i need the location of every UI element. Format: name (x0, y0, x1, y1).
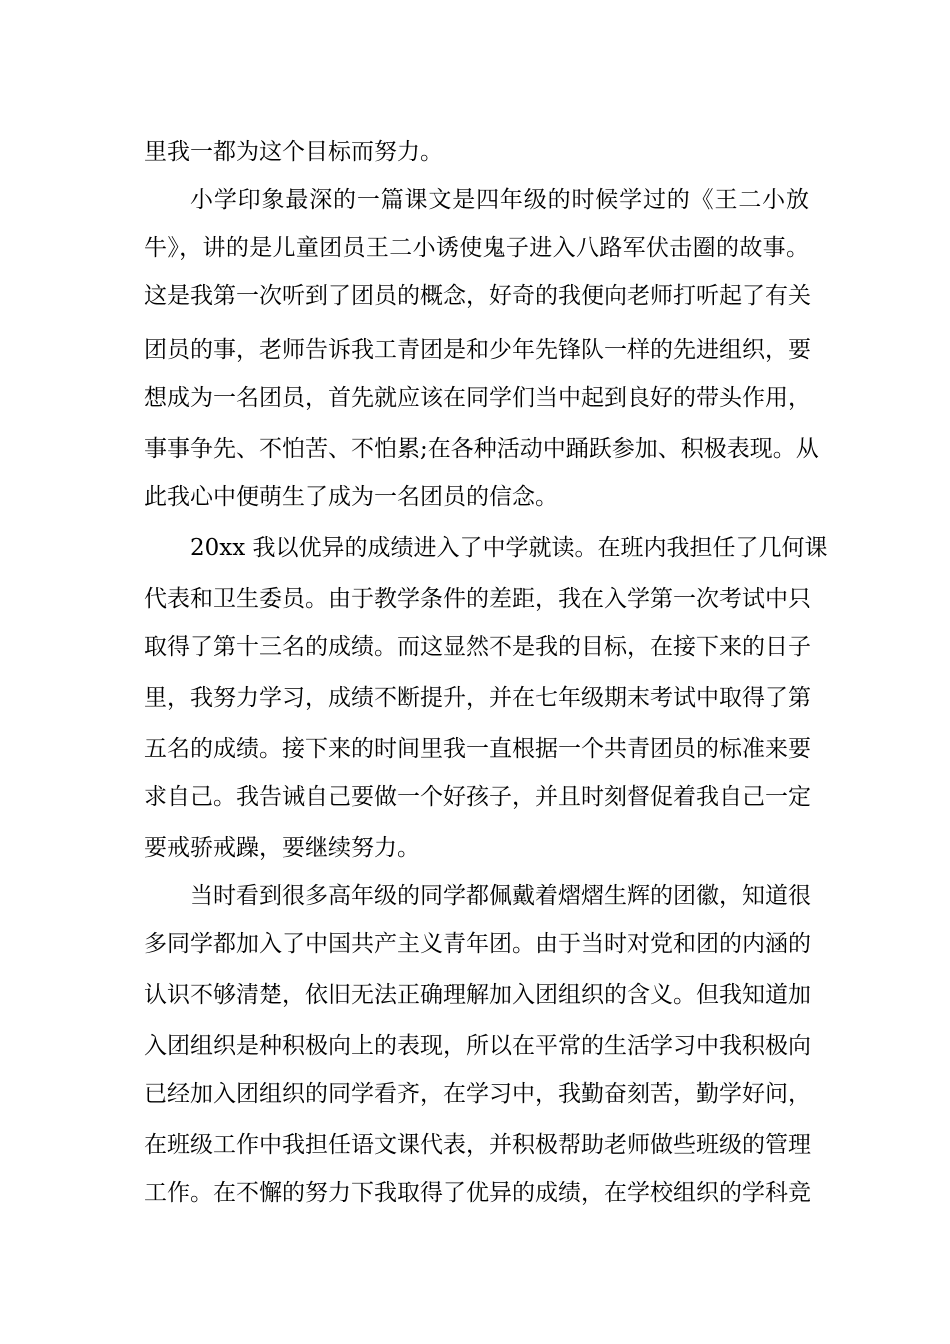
text-line: 小学印象最深的一篇课文是四年级的时候学过的《王二小放 (190, 187, 809, 213)
text-line: 已经加入团组织的同学看齐，在学习中，我勤奋刻苦，勤学好问， (144, 1081, 811, 1107)
text-line: 这是我第一次听到了团员的概念，好奇的我便向老师打听起了有关 (144, 283, 811, 309)
text-line: 此我心中便萌生了成为一名团员的信念。 (144, 484, 558, 510)
text-line: 团员的事，老师告诉我工青团是和少年先锋队一样的先进组织，要 (144, 337, 811, 363)
text-line: 工作。在不懈的努力下我取得了优异的成绩，在学校组织的学科竞 (144, 1180, 811, 1206)
text-line: 要戒骄戒躁，要继续努力。 (144, 835, 420, 861)
text-line: 多同学都加入了中国共产主义青年团。由于当时对党和团的内涵的 (144, 931, 811, 957)
text-line: 20xx 我以优异的成绩进入了中学就读。在班内我担任了几何课 (190, 535, 828, 561)
text-line: 里，我努力学习，成绩不断提升，并在七年级期末考试中取得了第 (144, 685, 811, 711)
text-line: 入团组织是种积极向上的表现，所以在平常的生活学习中我积极向 (144, 1033, 811, 1059)
text-line: 想成为一名团员，首先就应该在同学们当中起到良好的带头作用， (144, 385, 811, 411)
text-line: 代表和卫生委员。由于教学条件的差距，我在入学第一次考试中只 (144, 586, 811, 612)
text-line: 当时看到很多高年级的同学都佩戴着熠熠生辉的团徽，知道很 (190, 883, 811, 909)
text-line: 里我一都为这个目标而努力。 (144, 139, 443, 165)
text-line: 取得了第十三名的成绩。而这显然不是我的目标，在接下来的日子 (144, 634, 811, 660)
text-line: 在班级工作中我担任语文课代表，并积极帮助老师做些班级的管理 (144, 1132, 811, 1158)
text-line: 认识不够清楚，依旧无法正确理解加入团组织的含义。但我知道加 (144, 982, 811, 1008)
text-line: 求自己。我告诫自己要做一个好孩子，并且时刻督促着我自己一定 (144, 784, 811, 810)
text-line: 五名的成绩。接下来的时间里我一直根据一个共青团员的标准来要 (144, 736, 811, 762)
text-line: 牛》，讲的是儿童团员王二小诱使鬼子进入八路军伏击圈的故事。 (144, 235, 809, 261)
text-line: 事事争先、不怕苦、不怕累;在各种活动中踊跃参加、积极表现。从 (144, 436, 819, 462)
